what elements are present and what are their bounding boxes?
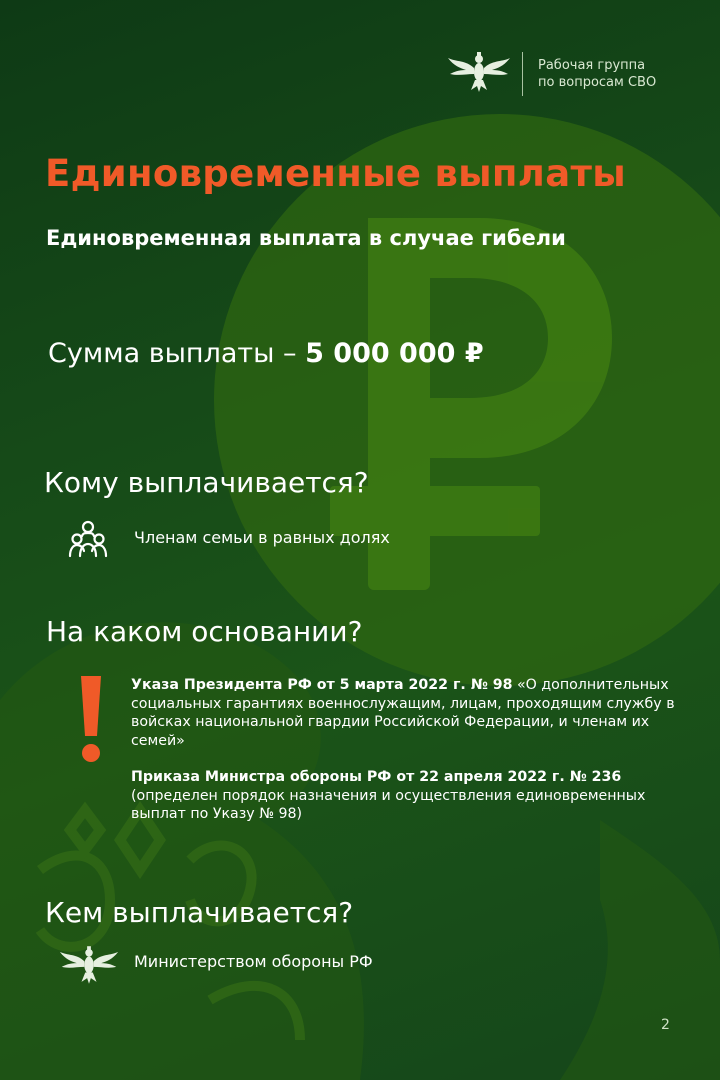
document-title: Указа Президента РФ от 5 марта 2022 г. № 98 <box>131 677 513 693</box>
document-title: Приказа Министра обороны РФ от 22 апреля 2022 г. № 236 <box>131 769 622 785</box>
org-name-line-2: по вопросам СВО <box>538 75 657 90</box>
amount-label: Сумма выплаты – <box>48 338 297 369</box>
ministry-of-defense-emblem-icon <box>446 50 512 94</box>
payer-heading: Кем выплачивается? <box>45 896 354 929</box>
header-divider <box>522 52 523 96</box>
document-description: «О дополнительных социальных гарантиях военнослужащим, лицам, проходящим службу в войсках национальной гвардии Российской Федерации, и членам их семей» <box>131 677 675 749</box>
ministry-of-defense-emblem-icon <box>58 944 120 986</box>
amount-value: 5 000 000 ₽ <box>305 338 484 369</box>
document-description: (определен порядок назначения и осуществления единовременных выплат по Указу № 98) <box>131 787 646 822</box>
family-group-icon <box>66 520 110 558</box>
recipients-text: Членам семьи в равных долях <box>134 528 390 547</box>
document-decree-98 <box>131 676 676 750</box>
payment-amount <box>48 338 484 369</box>
page-number: 2 <box>661 1017 670 1033</box>
org-name-line-1: Рабочая группа <box>538 58 646 73</box>
recipients-heading: Кому выплачивается? <box>44 466 369 499</box>
basis-heading: На каком основании? <box>46 615 363 648</box>
page-subtitle: Единовременная выплата в случае гибели <box>46 226 566 250</box>
legal-basis-documents <box>131 676 676 824</box>
payer-text: Министерством обороны РФ <box>134 952 373 971</box>
exclamation-icon <box>78 674 104 764</box>
document-order-236 <box>131 768 676 824</box>
org-name <box>538 57 656 91</box>
page-title: Единовременные выплаты <box>45 152 626 195</box>
